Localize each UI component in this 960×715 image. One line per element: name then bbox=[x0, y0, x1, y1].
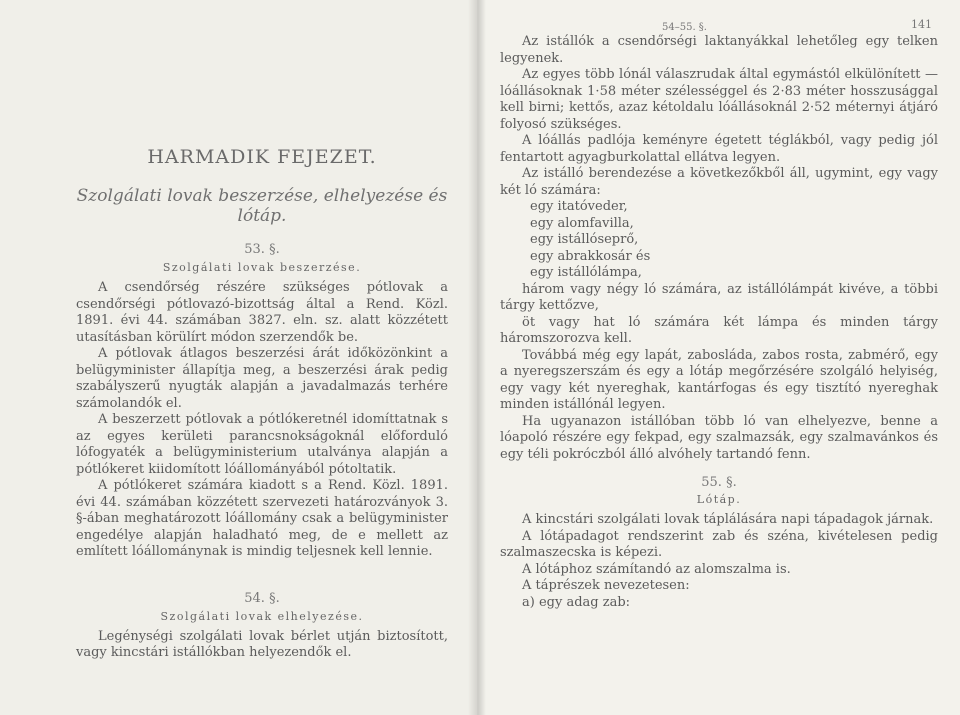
page-header bbox=[500, 0, 938, 34]
paragraph: Legénységi szolgálati lovak bérlet utján biztosított, vagy kincstári istállókban helyezendők el. bbox=[76, 628, 448, 660]
paragraph: Az istállók a csendőrségi laktanyákkal lehetőleg egy telken legyenek. bbox=[500, 34, 938, 66]
paragraph: öt vagy hat ló számára két lámpa és minden tárgy háromszorozva kell. bbox=[500, 314, 938, 346]
equipment-list bbox=[500, 199, 938, 282]
paragraph: Továbbá még egy lapát, zabosláda, zabos rosta, zabmérő, egy a nyeregszerszám és egy a lótáp megőrzésére szolgáló helyiség, egy vagy két nyereghak, kantárfogas és egy tisztító nyereghak minden istállónál legyen. bbox=[500, 347, 938, 412]
paragraph: Az istálló berendezése a következőkből áll, ugymint, egy vagy két ló számára: bbox=[500, 166, 938, 198]
section-title-53: Szolgálati lovak beszerzése. bbox=[162, 261, 362, 274]
running-head: 54–55. §. bbox=[662, 22, 707, 33]
list-item: egy istállólámpa, bbox=[530, 265, 642, 280]
list-item: egy alomfavilla, bbox=[530, 215, 634, 231]
paragraph: A pótlovak átlagos beszerzési árát időközönkint a belügyminister állapítja meg, a beszerzési árak pedig szabályszerű nyugták alapján a javadalmazás terhére számolandók el. bbox=[76, 346, 448, 411]
paragraph: A lótáphoz számítandó az alomszalma is. bbox=[522, 561, 791, 577]
list-item: egy abrakkosár és bbox=[530, 248, 651, 264]
section-number-54: 54. §. bbox=[244, 590, 280, 606]
paragraph: A csendőrség részére szükséges pótlovak a csendőrségi pótlovazó-bizottság által a Rend. Közl. 1891. évi 44. számában 3827. eln. sz. alatt közzétett utasításban körülírt módon szerzendők be. bbox=[76, 280, 448, 345]
paragraph: A táprészek nevezetesen: bbox=[522, 578, 690, 593]
section-title-55: Lótáp. bbox=[696, 493, 742, 506]
paragraph: Ha ugyanazon istállóban több ló van elhelyezve, benne a lóapoló részére egy fekpad, egy szalmazsák, egy szalmavánkos és egy téli pokróczból álló alvóhely tartandó fenn. bbox=[500, 413, 938, 462]
paragraph: A kincstári szolgálati lovak táplálására napi tápadagok járnak. bbox=[522, 512, 934, 527]
paragraph: A lótápadagot rendszerint zab és széna, kivételesen pedig szalmaszecska is képezi. bbox=[500, 528, 938, 560]
paragraph: Az egyes több lónál válaszrudak által egymástól elkülönített — lóállásoknak 1·58 méter szélességgel és 2·83 méter hosszusággal kell birni; kettős, azaz kétoldalu lóállásoknál 2·52 méternyi átjáró folyosó szükséges. bbox=[500, 67, 938, 132]
section-number-55: 55. §. bbox=[701, 475, 737, 490]
list-item: egy istállóseprő, bbox=[530, 232, 639, 247]
chapter-subtitle: Szolgálati lovak beszerzése, elhelyezése és lótáp. bbox=[76, 186, 448, 226]
section-title-54: Szolgálati lovak elhelyezése. bbox=[160, 609, 364, 623]
list-item: egy itatóveder, bbox=[530, 199, 628, 214]
paragraph: három vagy négy ló számára, az istállólámpát kivéve, a többi tárgy kettőzve, bbox=[500, 281, 938, 313]
paragraph: a) egy adag zab: bbox=[522, 594, 631, 610]
page-number: 141 bbox=[911, 18, 932, 31]
chapter-title: HARMADIK FEJEZET. bbox=[147, 146, 377, 168]
section-number-53: 53. §. bbox=[244, 242, 280, 257]
paragraph: A beszerzett pótlovak a pótlókeretnél idomíttatnak s az egyes kerületi parancsnokságoknál előforduló lófogyaték a belügyministerium utalványa alapján a pótlókeret kiidomított lóállományából pótoltatik. bbox=[76, 412, 448, 477]
right-page bbox=[476, 0, 960, 715]
paragraph: A lóállás padlója keményre égetett téglákból, vagy pedig jól fentartott agyagburkolattal ellátva legyen. bbox=[500, 133, 938, 165]
left-page bbox=[0, 0, 476, 715]
paragraph: A pótlókeret számára kiadott s a Rend. Közl. 1891. évi 44. számában közzétett szervezeti határozványok 3. §-ában meghatározott lóállomány csak a belügyminister engedélye alapján haladható meg, de e mellett az említett lóállománynak is mindig teljesnek kell lennie. bbox=[76, 478, 448, 559]
